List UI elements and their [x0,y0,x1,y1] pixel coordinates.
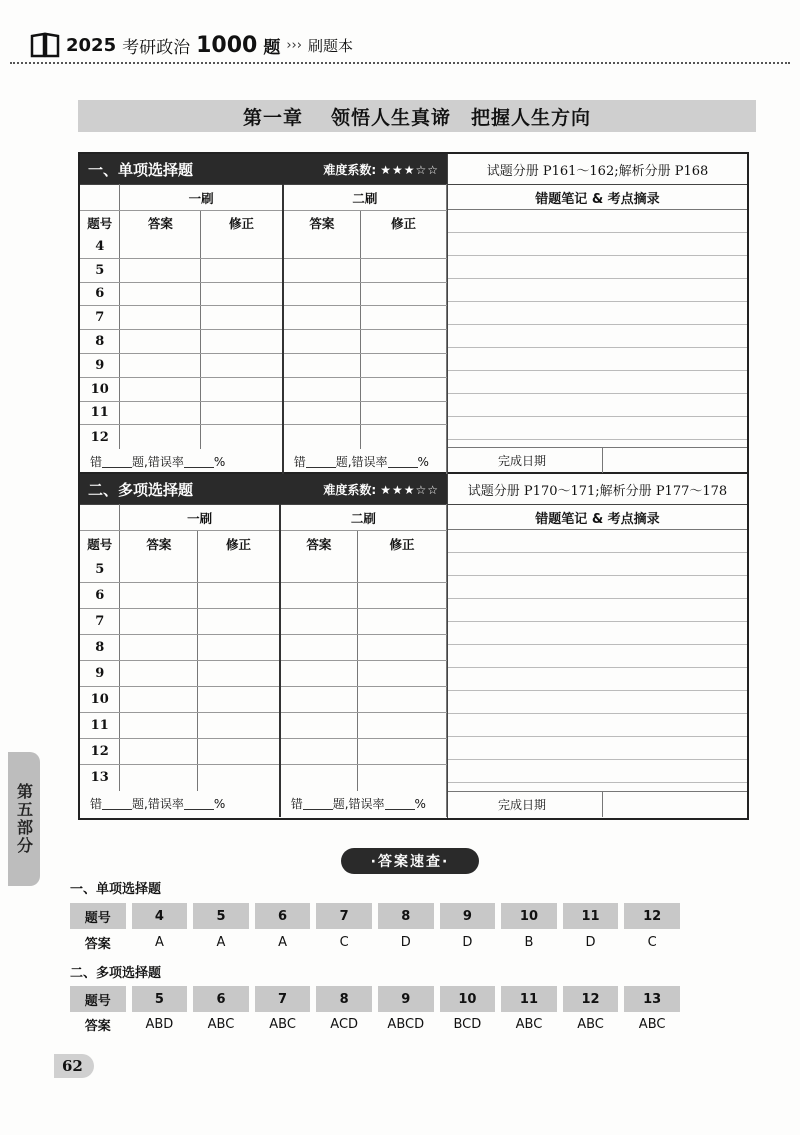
series-subtitle: 刷题本 [307,36,353,55]
question-number-cell: 7 [316,903,372,929]
answer-cell-round2[interactable] [280,739,358,765]
chapter-title: 领悟人生真谛 把握人生方向 [331,106,592,129]
question-number-cell: 9 [378,986,434,1012]
single-choice-block [78,152,749,474]
fix-cell-round2[interactable] [358,583,447,609]
fix-cell-round1[interactable] [198,635,280,661]
fix-cell-round1[interactable] [201,282,283,306]
fix-cell-round2[interactable] [361,330,447,354]
answer-cell-round1[interactable] [120,765,198,791]
fix-cell-round2[interactable] [361,282,447,306]
header-divider [10,62,790,64]
difficulty-stars: ★★★☆☆ [380,162,439,177]
answer-cell-round2[interactable] [280,687,358,713]
question-number: 7 [80,609,120,635]
answer-cell-round1[interactable] [120,401,201,425]
table-row [80,235,447,259]
answer-cell-round1[interactable] [120,306,201,330]
answer-cell: A [216,934,226,950]
fix-cell-round1[interactable] [201,258,283,282]
row-label-answer: 答案 [84,1018,111,1034]
answer-cell-round1[interactable] [120,258,201,282]
fix-cell-round1[interactable] [201,401,283,425]
question-number: 5 [80,258,120,282]
series-title-suffix: 题 [263,37,281,58]
answer-cell-round1[interactable] [120,353,201,377]
answer-cell: B [524,934,534,950]
error-rate-round1: 错 题,错误率 % [80,449,283,475]
answer-cell: C [339,934,349,950]
page-reference: 试题分册 P170～171;解析分册 P177～178 [447,474,747,504]
table-row [80,739,447,765]
question-number: 12 [80,739,120,765]
completion-date-label: 完成日期 [448,448,603,473]
question-number-cell: 10 [501,903,557,929]
section-title-bar [80,154,447,184]
question-number: 10 [80,687,120,713]
question-number-cell: 8 [316,986,372,1012]
answer-cell-round2[interactable] [283,258,361,282]
question-number-cell: 10 [440,986,496,1012]
fix-cell-round1[interactable] [198,713,280,739]
answer-cell-round2[interactable] [280,713,358,739]
answer-cell: C [647,934,657,950]
answer-cell: ABC [515,1016,543,1032]
notes-lines [448,210,747,447]
answer-cell-round2[interactable] [280,765,358,791]
question-number: 9 [80,661,120,687]
fix-cell-round2[interactable] [358,661,447,687]
fix-cell-round1[interactable] [201,377,283,401]
question-number-cell: 13 [624,986,680,1012]
table-row [80,258,447,282]
question-number-cell: 5 [132,986,188,1012]
table-row [80,377,447,401]
answer-cell: ABCD [387,1016,425,1032]
fix-cell-round1[interactable] [201,425,283,449]
quick-answer-multiple-numbers [70,986,686,1012]
table-row [80,609,447,635]
answer-cell: ABD [145,1016,174,1032]
difficulty-stars: ★★★☆☆ [380,482,439,497]
question-number-cell: 6 [255,903,311,929]
round2-header: 二刷 [283,185,447,211]
answer-cell: ABC [207,1016,235,1032]
error-rate-round2: 错 题,错误率 % [283,449,447,475]
answer-cell: D [400,934,411,950]
answer-cell: ABC [577,1016,604,1032]
part-side-tab: 第五部分 [8,752,40,886]
fix-cell-round1[interactable] [201,330,283,354]
table-row [80,401,447,425]
col-header-fix: 修正 [198,531,280,557]
section-title: 二、多项选择题 [88,480,194,499]
question-number: 9 [80,353,120,377]
fix-cell-round1[interactable] [201,235,283,259]
fix-cell-round2[interactable] [361,258,447,282]
question-number: 5 [80,557,120,583]
series-year: 2025 [66,34,117,56]
answer-cell: ABC [638,1016,666,1032]
multiple-choice-block [78,474,749,820]
table-row [80,583,447,609]
fix-cell-round1[interactable] [201,306,283,330]
col-header-answer: 答案 [283,211,361,235]
section-title: 一、单项选择题 [88,160,194,179]
table-row [80,557,447,583]
col-header-answer: 答案 [120,531,198,557]
fix-cell-round2[interactable] [361,401,447,425]
table-row [80,661,447,687]
col-header-fix: 修正 [358,531,447,557]
answer-cell-round2[interactable] [283,306,361,330]
col-header-no: 题号 [80,211,120,235]
quick-answer-multiple-title: 二、多项选择题 [70,966,162,981]
question-number: 11 [80,713,120,739]
difficulty-label: 难度系数: [323,482,377,497]
answer-cell-round2[interactable] [280,635,358,661]
difficulty-label: 难度系数: [323,162,377,177]
series-title: 考研政治 [122,37,191,58]
fix-cell-round1[interactable] [201,353,283,377]
col-header-no: 题号 [80,531,120,557]
fix-cell-round1[interactable] [198,609,280,635]
col-header-fix: 修正 [201,211,283,235]
answer-cell: ACD [330,1016,359,1032]
fix-cell-round2[interactable] [361,235,447,259]
notes-title: 错题笔记 & 考点摘录 [448,505,747,530]
row-label-no: 题号 [70,903,126,929]
question-number-cell: 12 [563,986,619,1012]
table-row [80,765,447,791]
answer-cell-round1[interactable] [120,609,198,635]
difficulty [323,481,447,498]
fix-cell-round2[interactable] [358,739,447,765]
answer-cell-round1[interactable] [120,687,198,713]
question-number-cell: 12 [624,903,680,929]
fix-cell-round2[interactable] [358,765,447,791]
notes-area [447,504,747,818]
fix-cell-round2[interactable] [361,377,447,401]
question-number: 12 [80,425,120,449]
round1-header: 一刷 [120,505,280,531]
answer-cell-round2[interactable] [283,353,361,377]
question-number-cell: 5 [193,903,249,929]
chapter-label: 第一章 [242,106,303,129]
answer-grid [80,184,447,475]
fix-cell-round2[interactable] [358,713,447,739]
answer-cell-round2[interactable] [283,235,361,259]
table-row [80,282,447,306]
answer-cell: A [278,934,288,950]
col-header-answer: 答案 [120,211,201,235]
answer-cell-round2[interactable] [283,401,361,425]
answer-cell-round2[interactable] [283,282,361,306]
fix-cell-round2[interactable] [358,557,447,583]
notes-title: 错题笔记 & 考点摘录 [448,185,747,210]
fix-cell-round2[interactable] [358,609,447,635]
quick-answer-title: ·答案速查· [341,848,479,874]
answer-cell-round2[interactable] [280,609,358,635]
question-number-cell: 4 [132,903,188,929]
chevron-icon: ››› [286,37,302,53]
table-row [80,713,447,739]
table-row [80,330,447,354]
answer-cell: A [154,934,164,950]
row-label-no: 题号 [70,986,126,1012]
fix-cell-round1[interactable] [198,583,280,609]
answer-cell: D [585,934,596,950]
answer-cell-round1[interactable] [120,330,201,354]
quick-answer-single-title: 一、单项选择题 [70,882,162,897]
table-row [80,635,447,661]
question-number: 8 [80,330,120,354]
round2-header: 二刷 [280,505,447,531]
fix-cell-round2[interactable] [361,353,447,377]
col-header-answer: 答案 [280,531,358,557]
answer-grid [80,504,447,817]
completion-date [448,447,747,473]
question-number-cell: 9 [440,903,496,929]
quick-answer-single-answers [70,930,686,954]
question-number-cell: 8 [378,903,434,929]
table-row [80,687,447,713]
fix-cell-round2[interactable] [361,425,447,449]
col-header-fix: 修正 [361,211,447,235]
answer-cell-round1[interactable] [120,739,198,765]
table-row [80,425,447,449]
answer-cell-round1[interactable] [120,235,201,259]
round1-header: 一刷 [120,185,283,211]
table-row [80,306,447,330]
page-number: 62 [54,1054,94,1078]
fix-cell-round1[interactable] [198,739,280,765]
running-header [30,28,353,62]
question-number-cell: 11 [501,986,557,1012]
row-label-answer: 答案 [84,936,111,952]
answer-cell-round1[interactable] [120,661,198,687]
answer-cell-round2[interactable] [280,557,358,583]
answer-cell-round2[interactable] [283,377,361,401]
answer-cell-round1[interactable] [120,583,198,609]
notes-lines [448,530,747,791]
error-rate-round1: 错 题,错误率 % [80,791,280,817]
fix-cell-round1[interactable] [198,557,280,583]
completion-date-label: 完成日期 [448,792,603,817]
question-number: 8 [80,635,120,661]
answer-cell-round2[interactable] [280,583,358,609]
answer-cell-round2[interactable] [283,425,361,449]
error-rate-round2: 错 题,错误率 % [280,791,447,817]
fix-cell-round2[interactable] [358,687,447,713]
answer-cell-round1[interactable] [120,713,198,739]
answer-cell-round1[interactable] [120,557,198,583]
notes-area [447,184,747,474]
answer-cell-round1[interactable] [120,425,201,449]
question-number-cell: 7 [255,986,311,1012]
fix-cell-round1[interactable] [198,765,280,791]
fix-cell-round2[interactable] [361,306,447,330]
question-number: 4 [80,235,120,259]
series-number: 1000 [196,32,258,58]
question-number-cell: 11 [563,903,619,929]
table-row [80,353,447,377]
book-icon [30,32,60,58]
chapter-banner [78,100,756,132]
question-number: 11 [80,401,120,425]
answer-cell: BCD [453,1016,482,1032]
question-number: 10 [80,377,120,401]
question-number: 6 [80,583,120,609]
answer-cell-round2[interactable] [283,330,361,354]
question-number: 6 [80,282,120,306]
fix-cell-round1[interactable] [198,661,280,687]
answer-cell: D [462,934,473,950]
answer-cell-round1[interactable] [120,635,198,661]
fix-cell-round2[interactable] [358,635,447,661]
answer-cell-round1[interactable] [120,282,201,306]
answer-cell-round2[interactable] [280,661,358,687]
corner-cell [80,505,120,531]
fix-cell-round1[interactable] [198,687,280,713]
page-reference: 试题分册 P161～162;解析分册 P168 [447,154,747,184]
corner-cell [80,185,120,211]
section-title-bar [80,474,447,504]
completion-date [448,791,747,817]
question-number-cell: 6 [193,986,249,1012]
difficulty [323,161,447,178]
question-number: 13 [80,765,120,791]
question-number: 7 [80,306,120,330]
answer-cell-round1[interactable] [120,377,201,401]
answer-cell: ABC [269,1016,296,1032]
quick-answer-multiple-answers [70,1012,686,1036]
quick-answer-single-numbers [70,903,686,929]
